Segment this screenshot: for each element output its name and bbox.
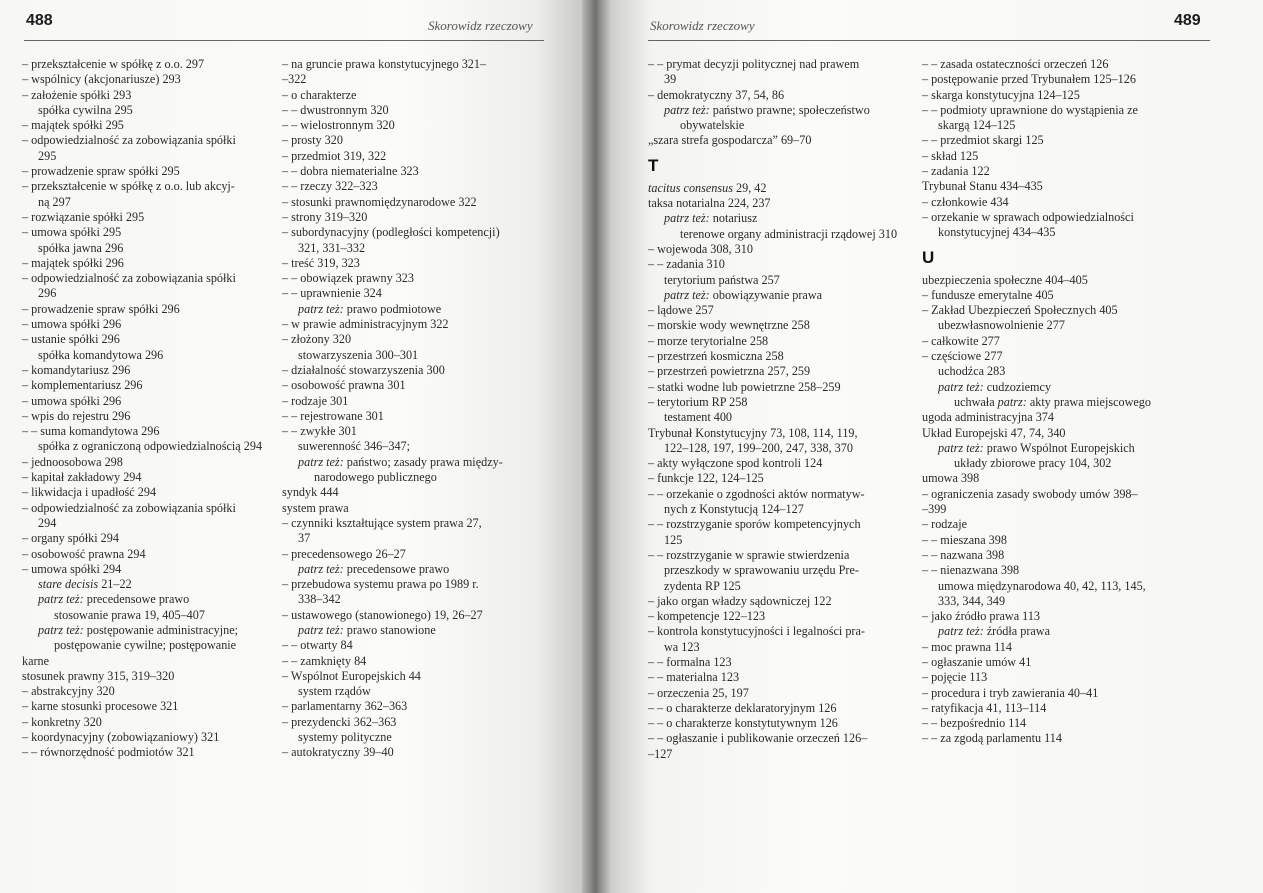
index-entry: syndyk 444 — [282, 485, 339, 500]
index-entry: – o charakterze — [282, 87, 357, 102]
index-entry: patrz też: państwo prawne; społeczeństwo — [664, 102, 870, 117]
index-entry: uchwała patrz: akty prawa miejscowego — [954, 394, 1151, 409]
index-entry: – prosty 320 — [282, 133, 343, 148]
index-entry: – likwidacja i upadłość 294 — [22, 485, 157, 500]
header-rule — [648, 40, 1210, 41]
index-entry: – kompetencje 122–123 — [648, 609, 766, 624]
index-entry: obywatelskie — [680, 118, 745, 133]
index-entry: – – równorzędność podmiotów 321 — [22, 745, 195, 760]
index-entry: – stosunki prawnomiędzynarodowe 322 — [282, 194, 477, 209]
index-entry: – przebudowa systemu prawa po 1989 r. — [282, 577, 479, 592]
index-entry: spółka komandytowa 296 — [38, 347, 164, 362]
index-entry: stosowanie prawa 19, 405–407 — [54, 607, 205, 622]
index-entry: – – nazwana 398 — [922, 547, 1005, 562]
index-entry: – – wielostronnym 320 — [282, 118, 395, 133]
index-entry: stowarzyszenia 300–301 — [298, 347, 419, 362]
index-entry: – parlamentarny 362–363 — [282, 699, 408, 714]
index-entry: – koordynacyjny (zobowiązaniowy) 321 — [22, 730, 220, 745]
index-entry: stare decisis 21–22 — [38, 577, 132, 592]
index-entry: ugoda administracyjna 374 — [922, 410, 1054, 425]
index-entry: – fundusze emerytalne 405 — [922, 287, 1054, 302]
index-entry: – rodzaje 301 — [282, 393, 349, 408]
index-entry: suwerenność 346–347; — [298, 439, 411, 454]
index-column-2 — [922, 57, 1222, 747]
index-entry: ubezpieczenia społeczne 404–405 — [922, 272, 1088, 287]
index-entry: patrz też: precedensowe prawo — [298, 561, 450, 576]
index-entry: – komandytariusz 296 — [22, 362, 131, 377]
index-entry: –322 — [282, 72, 307, 87]
index-entry: Układ Europejski 47, 74, 340 — [922, 425, 1066, 440]
index-entry: – konkretny 320 — [22, 714, 102, 729]
index-entry: umowa międzynarodowa 40, 42, 113, 145, — [938, 578, 1146, 593]
index-entry: – pojęcie 113 — [922, 670, 988, 685]
index-entry: – – dwustronnym 320 — [282, 102, 389, 117]
index-entry: –127 — [648, 746, 673, 761]
index-entry: patrz też: państwo; zasady prawa między- — [298, 454, 503, 469]
index-entry: – – mieszana 398 — [922, 532, 1007, 547]
index-entry: – organy spółki 294 — [22, 531, 119, 546]
index-entry: – precedensowego 26–27 — [282, 546, 406, 561]
index-entry: 333, 344, 349 — [938, 593, 1006, 608]
running-head: Skorowidz rzeczowy — [428, 18, 533, 33]
index-entry: – przekształcenie w spółkę z o.o. lub akcyj- — [22, 179, 235, 194]
index-entry: – ograniczenia zasady swobody umów 398– — [922, 486, 1138, 501]
index-entry: – – orzekanie o zgodności aktów normatyw- — [648, 486, 865, 501]
index-entry: zydenta RP 125 — [664, 578, 741, 593]
index-entry: nych z Konstytucją 124–127 — [664, 502, 804, 517]
index-column-1 — [22, 57, 274, 761]
index-entry: – morskie wody wewnętrzne 258 — [648, 318, 810, 333]
section-letter: U — [922, 247, 935, 267]
index-entry: – terytorium RP 258 — [648, 394, 748, 409]
index-entry: – – rejestrowane 301 — [282, 408, 384, 423]
index-entry: systemy polityczne — [298, 730, 392, 745]
index-entry: – całkowite 277 — [922, 333, 1000, 348]
index-entry: – – otwarty 84 — [282, 638, 353, 653]
index-entry: 296 — [38, 286, 57, 301]
index-entry: – wspólnicy (akcjonariusze) 293 — [22, 72, 181, 87]
index-entry: patrz też: prawo podmiotowe — [298, 301, 442, 316]
running-head: Skorowidz rzeczowy — [650, 18, 755, 33]
index-entry: – skład 125 — [922, 148, 979, 163]
index-entry: – lądowe 257 — [648, 303, 714, 318]
page-number: 488 — [26, 12, 53, 29]
index-entry: – – formalna 123 — [648, 654, 732, 669]
index-entry: konstytucyjnej 434–435 — [938, 225, 1056, 240]
index-entry: – statki wodne lub powietrzne 258–259 — [648, 379, 841, 394]
index-entry: patrz też: prawo stanowione — [298, 622, 436, 637]
index-entry: testament 400 — [664, 410, 733, 425]
index-entry: – ustanie spółki 296 — [22, 332, 120, 347]
index-entry: Trybunał Stanu 434–435 — [922, 179, 1043, 194]
index-column-2 — [282, 57, 547, 761]
header-rule — [24, 40, 544, 41]
page-number: 489 — [1174, 12, 1201, 29]
left-page — [0, 0, 582, 893]
index-entry: – strony 319–320 — [282, 209, 368, 224]
index-entry: tacitus consensus 29, 42 — [648, 180, 767, 195]
index-entry: – przestrzeń kosmiczna 258 — [648, 349, 784, 364]
index-entry: 338–342 — [298, 592, 341, 607]
index-entry: – osobowość prawna 294 — [22, 546, 146, 561]
index-entry: – przestrzeń powietrzna 257, 259 — [648, 364, 811, 379]
index-entry: – – podmioty uprawnione do wystąpienia ze — [922, 102, 1138, 117]
index-entry: – Zakład Ubezpieczeń Społecznych 405 — [922, 303, 1118, 318]
index-entry: – – o charakterze konstytutywnym 126 — [648, 716, 838, 731]
index-entry: – w prawie administracyjnym 322 — [282, 317, 449, 332]
index-entry: – – zasada ostateczności orzeczeń 126 — [922, 57, 1109, 71]
index-entry: – – zamknięty 84 — [282, 653, 367, 668]
index-entry: – skarga konstytucyjna 124–125 — [922, 87, 1080, 102]
index-entry: ubezwłasnowolnienie 277 — [938, 318, 1065, 333]
index-entry: – umowa spółki 296 — [22, 393, 122, 408]
index-entry: – morze terytorialne 258 — [648, 333, 769, 348]
index-column-1 — [648, 57, 910, 762]
index-entry: – moc prawna 114 — [922, 639, 1012, 654]
index-entry: – odpowiedzialność za zobowiązania spółki — [22, 133, 236, 148]
right-page — [612, 0, 1263, 893]
index-entry: – komplementariusz 296 — [22, 378, 143, 393]
index-entry: patrz też: notariusz — [664, 211, 758, 226]
index-entry: 295 — [38, 148, 57, 163]
index-entry: – zadania 122 — [922, 164, 990, 179]
index-entry: 125 — [664, 532, 683, 547]
index-entry: karne — [22, 653, 50, 668]
index-entry: – działalność stowarzyszenia 300 — [282, 362, 445, 377]
index-entry: – – za zgodą parlamentu 114 — [922, 731, 1062, 746]
index-entry: – – suma komandytowa 296 — [22, 424, 160, 439]
index-entry: – majątek spółki 295 — [22, 118, 124, 133]
index-entry: terenowe organy administracji rządowej 310 — [680, 226, 898, 241]
index-entry: – ustawowego (stanowionego) 19, 26–27 — [282, 607, 483, 622]
index-entry: – ogłaszanie umów 41 — [922, 654, 1032, 669]
index-entry: taksa notarialna 224, 237 — [648, 196, 771, 211]
index-entry: – – zwykłe 301 — [282, 424, 357, 439]
index-entry: – – zadania 310 — [648, 257, 725, 272]
index-entry: – karne stosunki procesowe 321 — [22, 699, 179, 714]
index-entry: – prezydencki 362–363 — [282, 714, 397, 729]
index-entry: – majątek spółki 296 — [22, 255, 124, 270]
index-entry: – umowa spółki 294 — [22, 561, 122, 576]
index-entry: – jako źródło prawa 113 — [922, 609, 1041, 624]
index-entry: – demokratyczny 37, 54, 86 — [648, 87, 785, 102]
book-gutter — [582, 0, 612, 893]
index-entry: – przekształcenie w spółkę z o.o. 297 — [22, 57, 205, 71]
index-entry: – złożony 320 — [282, 332, 352, 347]
index-entry: – osobowość prawna 301 — [282, 378, 406, 393]
index-entry: – – rozstrzyganie w sprawie stwierdzenia — [648, 547, 850, 562]
index-entry: patrz też: źródła prawa — [938, 624, 1051, 639]
index-entry: – – rozstrzyganie sporów kompetencyjnych — [648, 517, 861, 532]
index-entry: – – bezpośrednio 114 — [922, 716, 1027, 731]
index-entry: spółka z ograniczoną odpowiedzialnością 294 — [38, 439, 263, 454]
index-entry: – abstrakcyjny 320 — [22, 684, 115, 699]
index-entry: – umowa spółki 296 — [22, 317, 122, 332]
index-entry: – orzekanie w sprawach odpowiedzialności — [922, 209, 1134, 224]
index-entry: – subordynacyjny (podległości kompetencji) — [282, 225, 500, 240]
index-entry: 39 — [664, 72, 677, 87]
index-entry: wa 123 — [664, 639, 700, 654]
index-entry: – treść 319, 323 — [282, 255, 360, 270]
index-entry: – kontrola konstytucyjności i legalności pra- — [648, 624, 865, 639]
index-entry: umowa 398 — [922, 471, 980, 486]
index-entry: – – obowiązek prawny 323 — [282, 271, 414, 286]
index-entry: patrz też: precedensowe prawo — [38, 592, 190, 607]
section-letter: T — [648, 155, 659, 175]
index-entry: spółka cywilna 295 — [38, 102, 133, 117]
index-entry: – kapitał zakładowy 294 — [22, 470, 142, 485]
index-entry: system prawa — [282, 500, 349, 515]
index-entry: – wojewoda 308, 310 — [648, 241, 753, 256]
index-entry: – odpowiedzialność za zobowiązania spółki — [22, 271, 236, 286]
index-entry: – przedmiot 319, 322 — [282, 148, 387, 163]
index-entry: – prowadzenie spraw spółki 295 — [22, 164, 180, 179]
index-entry: 321, 331–332 — [298, 240, 366, 255]
index-entry: – – nienazwana 398 — [922, 563, 1020, 578]
index-entry: skargą 124–125 — [938, 118, 1016, 133]
index-entry: – częściowe 277 — [922, 349, 1003, 364]
index-entry: – – dobra niematerialne 323 — [282, 164, 419, 179]
index-entry: patrz też: prawo Wspólnot Europejskich — [938, 440, 1135, 455]
index-entry: – założenie spółki 293 — [22, 87, 132, 102]
index-entry: – ratyfikacja 41, 113–114 — [922, 700, 1047, 715]
index-entry: – – uprawnienie 324 — [282, 286, 382, 301]
index-entry: uchodźca 283 — [938, 364, 1006, 379]
index-entry: 37 — [298, 531, 311, 546]
index-entry: stosunek prawny 315, 319–320 — [22, 668, 175, 683]
index-entry: – procedura i tryb zawierania 40–41 — [922, 685, 1099, 700]
index-entry: – – materialna 123 — [648, 670, 740, 685]
index-entry: – autokratyczny 39–40 — [282, 745, 394, 760]
index-entry: – czynniki kształtujące system prawa 27, — [282, 515, 482, 530]
index-entry: – – przedmiot skargi 125 — [922, 133, 1044, 148]
index-entry: – członkowie 434 — [922, 194, 1009, 209]
index-entry: – rozwiązanie spółki 295 — [22, 209, 145, 224]
index-entry: patrz też: cudzoziemcy — [938, 379, 1052, 394]
index-entry: – – o charakterze deklaratoryjnym 126 — [648, 700, 837, 715]
index-entry: przeszkody w sprawowaniu urzędu Pre- — [664, 563, 859, 578]
index-entry: – akty wyłączone spod kontroli 124 — [648, 456, 823, 471]
index-entry: – jako organ władzy sądowniczej 122 — [648, 593, 832, 608]
index-entry: ną 297 — [38, 194, 71, 209]
index-entry: – umowa spółki 295 — [22, 225, 122, 240]
index-entry: „szara strefa gospodarcza” 69–70 — [648, 133, 812, 148]
index-entry: terytorium państwa 257 — [664, 272, 780, 287]
index-entry: narodowego publicznego — [314, 470, 437, 485]
index-entry: –399 — [922, 502, 947, 517]
index-entry: – na gruncie prawa konstytucyjnego 321– — [282, 57, 487, 71]
index-entry: – – ogłaszanie i publikowanie orzeczeń 126– — [648, 731, 868, 746]
index-entry: system rządów — [298, 684, 371, 699]
index-entry: 294 — [38, 515, 57, 530]
index-entry: spółka jawna 296 — [38, 240, 124, 255]
index-entry: – Wspólnot Europejskich 44 — [282, 668, 421, 683]
index-entry: – jednoosobowa 298 — [22, 454, 123, 469]
index-entry: – postępowanie przed Trybunałem 125–126 — [922, 72, 1136, 87]
index-entry: – odpowiedzialność za zobowiązania spółki — [22, 500, 236, 515]
index-entry: patrz też: obowiązywanie prawa — [664, 287, 823, 302]
index-entry: układy zbiorowe pracy 104, 302 — [954, 456, 1112, 471]
index-entry: – orzeczenia 25, 197 — [648, 685, 749, 700]
index-entry: – prowadzenie spraw spółki 296 — [22, 301, 180, 316]
index-entry: Trybunał Konstytucyjny 73, 108, 114, 119, — [648, 425, 858, 440]
index-entry: patrz też: postępowanie administracyjne; — [38, 622, 239, 637]
index-entry: – – rzeczy 322–323 — [282, 179, 378, 194]
index-entry: – wpis do rejestru 296 — [22, 408, 131, 423]
index-entry: 122–128, 197, 199–200, 247, 338, 370 — [664, 440, 853, 455]
index-entry: – funkcje 122, 124–125 — [648, 471, 764, 486]
index-entry: postępowanie cywilne; postępowanie — [54, 638, 237, 653]
index-entry: – – prymat decyzji politycznej nad prawem — [648, 57, 860, 71]
index-entry: – rodzaje — [922, 517, 968, 532]
